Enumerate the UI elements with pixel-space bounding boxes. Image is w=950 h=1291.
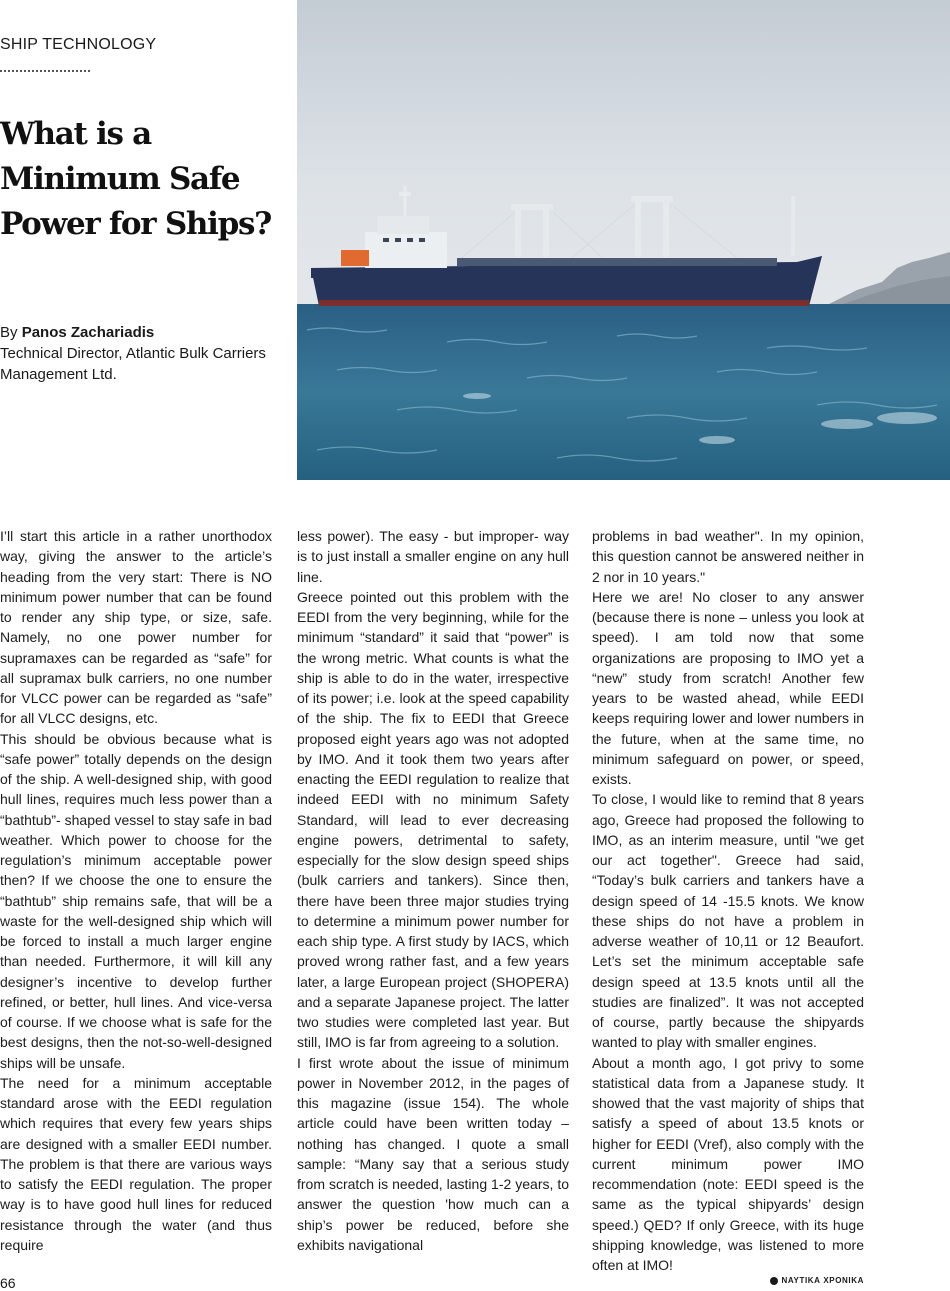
paragraph: Here we are! No closer to any answer (because there is none – unless you look at speed). I am told now that some organizations are proposing to IMO yet a “new” study from scratch! Another few years to be wasted ahead, while EEDI keeps requiring lower and lower numbers in the future, when at the same time, no minimum safeguard on power, or speed, exists. (592, 588, 864, 787)
section-label: SHIP TECHNOLOGY (0, 36, 157, 53)
paragraph: less power). The easy - but improper- way is to just install a smaller engine on any hull line. (297, 528, 569, 585)
author-title-line-1: Technical Director, Atlantic Bulk Carriers (0, 345, 266, 362)
headline-line-3: Power for Ships? (0, 206, 272, 242)
byline (0, 322, 290, 385)
author-name: Panos Zachariadis (21, 324, 155, 341)
masthead-logo-icon (770, 1277, 778, 1285)
paragraph: problems in bad weather". In my opinion, this question cannot be answered neither in 2 nor in 10 years." (592, 528, 864, 585)
sea (297, 304, 950, 480)
paragraph: This should be obvious because what is “safe power” totally depends on the design of the ship. A well-designed ship, with good hull lines, requires much less power than a “bathtub”- shaped vessel to stay safe in bad weather. Which power to choose for the regulation’s minimum acceptable power then? If we choose the one to ensure the “bathtub” ship remains safe, that will be a waste for the well-designed ship which will be forced to install a much larger engine than needed. Furthermore, it will kill any designer’s incentive to develop further refined, or better, hull lines. And vice-versa of course. If we choose what is safe for the best designs, then the not-so-well-designed ships will be unsafe. (0, 730, 272, 1071)
paragraph: The need for a minimum acceptable standard arose with the EEDI regulation which requires that every few years ships are designed with a smaller EEDI number. The problem is that there are various ways to satisfy the EEDI regulation. The proper way is to have good hull lines for reduced resistance through the water (and thus require (0, 1074, 272, 1253)
article-headline (0, 112, 290, 247)
cargo-ship-photo (297, 0, 950, 480)
page-number: 66 (0, 1275, 16, 1291)
paragraph: About a month ago, I got privy to some statistical data from a Japanese study. It showed that the vast majority of ships that satisfy a speed of about 13.5 knots or higher for EEDI (Vref), also comply with the current minimum power IMO recommendation (note: EEDI speed is the same as the typical shipyards’ design speed.) QED? If only Greece, with its huge shipping knowledge, was listened to more often at IMO! (592, 1054, 864, 1273)
headline-line-1: What is a (0, 116, 151, 152)
paragraph: I first wrote about the issue of minimum power in November 2012, in the pages of this magazine (issue 154). The whole article could have been written today – nothing has changed. I quote a small sample: “Many say that a serious study from scratch is needed, lasting 1-2 years, to answer the question 'how much can a ship’s power be reduced, before she exhibits navigational (297, 1054, 569, 1253)
body-column-1 (0, 526, 272, 1253)
paragraph: Greece pointed out this problem with the EEDI from the very beginning, while for the minimum “standard” it said that “power” is the wrong metric. What counts is what the ship is able to do in the water, irrespective of its power; i.e. look at the speed capability of the ship. The fix to EEDI that Greece proposed eight years ago was not adopted by IMO. And it took them two years after enacting the EEDI regulation to realize that indeed EEDI with no minimum Safety Standard, will lead to ever decreasing engine powers, detrimental to safety, especially for the slow design speed ships (bulk carriers and tankers). Since then, there have been three major studies trying to determine a minimum power number for each ship type. A first study by IACS, which proved wrong rather fast, and a few years later, a large European project (SHOPERA) and a separate Japanese project. The latter two studies were completed last year. But still, IMO is far from agreeing to a solution. (297, 588, 569, 1051)
magazine-masthead (770, 1276, 865, 1285)
byline-prefix: By (0, 324, 22, 341)
section-divider (0, 70, 90, 72)
body-column-2 (297, 526, 569, 1253)
body-column-3 (592, 526, 864, 1273)
byline-author-line (0, 322, 290, 343)
author-title-line-2: Management Ltd. (0, 366, 117, 383)
headline-line-2: Minimum Safe (0, 161, 240, 197)
ship-superstructure (365, 232, 447, 268)
magazine-name: ΝΑΥΤΙΚΑ ΧΡΟΝΙΚΑ (781, 1276, 864, 1285)
paragraph: I’ll start this article in a rather unorthodox way, giving the answer to the article’s heading from the very start: There is NO minimum power number that can be found to render any ship type, or size, safe. Namely, no one power number for supramaxes can be regarded as “safe” for all supramax bulk carriers, no one number for VLCC power can be regarded as “safe” for all VLCC designs, etc. (0, 528, 272, 727)
paragraph: To close, I would like to remind that 8 years ago, Greece had proposed the following to IMO, as an interim measure, until "we get our act together". Greece had said, “Today’s bulk carriers and tankers have a design speed of 14 -15.5 knots. We know these ships do not have a problem in adverse weather of 10,11 or 12 Beaufort. Let’s set the minimum acceptable safe design speed at 13.5 knots until all the studies are finalized”. It was not accepted of course, partly because the shipyards wanted to play with smaller engines. (592, 791, 864, 1051)
